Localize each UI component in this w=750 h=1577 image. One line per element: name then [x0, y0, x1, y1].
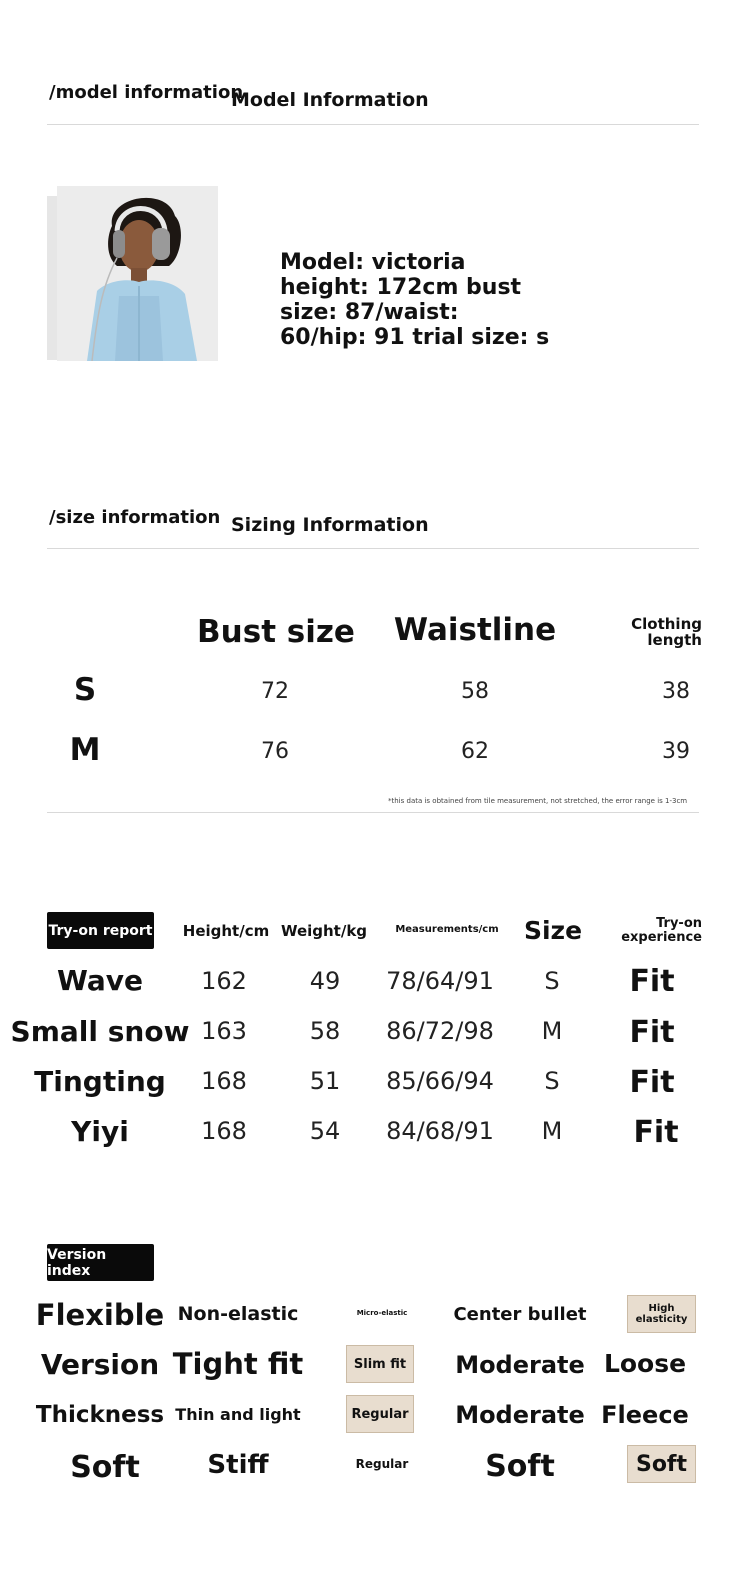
tryon-name: Small snow: [10, 1015, 190, 1048]
vi-row-label: Soft: [70, 1450, 140, 1485]
size-cell: 58: [461, 679, 489, 704]
header-length-line: Clothing: [631, 615, 702, 633]
tryon-height: 163: [201, 1017, 247, 1045]
tryon-weight: 54: [309, 1117, 341, 1145]
vi-tag-line: elasticity: [635, 1314, 688, 1325]
model-section-divider: [47, 124, 699, 125]
vi-tag-line: High: [648, 1303, 675, 1314]
tryon-fit: Fit: [629, 1015, 675, 1050]
measurement-note: *this data is obtained from tile measurement, not stretched, the error range is 1-3cm: [388, 797, 688, 805]
tryon-fit: Fit: [633, 1115, 679, 1150]
vi-option: Center bullet: [453, 1304, 587, 1325]
size-cell: 76: [261, 739, 289, 764]
tryon-measurements: 86/72/98: [386, 1017, 494, 1045]
tryon-height: 168: [201, 1067, 247, 1095]
vi-option: Soft: [485, 1449, 555, 1484]
vi-selected-tag: [627, 1295, 696, 1333]
vi-row-label: Thickness: [35, 1402, 165, 1428]
vi-row-label: Version: [40, 1348, 160, 1381]
vi-option: Thin and light: [175, 1405, 301, 1424]
vi-option: Non-elastic: [177, 1303, 299, 1325]
vi-option: Tight fit: [172, 1347, 304, 1381]
header-length: [612, 616, 702, 648]
tryon-weight: 51: [309, 1067, 341, 1095]
size-table-divider: [47, 812, 699, 813]
tryon-name: Yiyi: [71, 1115, 129, 1148]
model-section-title: Model Information: [231, 89, 429, 111]
tryon-name: Tingting: [34, 1065, 166, 1098]
model-section-subtitle: /model information: [49, 82, 244, 103]
vi-selected-tag: Slim fit: [346, 1345, 414, 1383]
tryon-header-height: Height/cm: [182, 922, 270, 940]
header-waist: Waistline: [393, 612, 557, 648]
model-line: Model: victoria: [280, 250, 466, 275]
size-section-subtitle: /size information: [49, 507, 221, 528]
tryon-header-experience: [612, 917, 702, 945]
size-cell: 38: [662, 679, 690, 704]
vi-selected-tag: Soft: [627, 1445, 696, 1483]
vi-option: Moderate: [455, 1401, 585, 1429]
size-cell: 39: [662, 739, 690, 764]
vi-option: Moderate: [455, 1351, 585, 1379]
tryon-measurements: 85/66/94: [386, 1067, 494, 1095]
header-length-line: length: [647, 631, 702, 649]
tryon-size: M: [541, 1017, 563, 1045]
tryon-fit: Fit: [629, 1065, 675, 1100]
version-index-label: Version index: [47, 1244, 154, 1281]
size-cell: 62: [461, 739, 489, 764]
size-row-label: S: [73, 672, 97, 708]
tryon-header-size: Size: [523, 916, 583, 945]
model-line: 60/hip: 91 trial size: s: [280, 325, 550, 350]
tryon-measurements: 84/68/91: [386, 1117, 494, 1145]
tryon-measurements: 78/64/91: [386, 967, 494, 995]
vi-row-label: Flexible: [35, 1298, 165, 1332]
tryon-size: S: [544, 967, 560, 995]
model-line: size: 87/waist:: [280, 300, 459, 325]
size-cell: 72: [261, 679, 289, 704]
model-photo: [57, 186, 218, 361]
vi-selected-tag: Regular: [346, 1395, 414, 1433]
vi-option: Stiff: [207, 1450, 269, 1480]
tryon-weight: 49: [309, 967, 341, 995]
tryon-size: S: [544, 1067, 560, 1095]
model-line: height: 172cm bust: [280, 275, 522, 300]
header-bust: Bust size: [197, 614, 355, 650]
tryon-name: Wave: [56, 964, 144, 997]
model-figure-icon: [57, 186, 218, 361]
size-row-label: M: [69, 732, 101, 768]
vi-option: Loose: [603, 1349, 687, 1378]
tryon-height: 168: [201, 1117, 247, 1145]
size-section-divider: [47, 548, 699, 549]
tryon-height: 162: [201, 967, 247, 995]
tryon-header-experience-line: experience: [621, 930, 702, 945]
tryon-size: M: [541, 1117, 563, 1145]
tryon-header-experience-line: Try-on: [656, 916, 702, 931]
size-section-title: Sizing Information: [231, 514, 429, 536]
tryon-header-measurements: Measurements/cm: [395, 924, 499, 935]
vi-option: Fleece: [601, 1401, 689, 1429]
vi-option: Regular: [355, 1457, 409, 1471]
tryon-fit: Fit: [629, 964, 675, 999]
tryon-report-label: Try-on report: [47, 912, 154, 949]
tryon-header-weight: Weight/kg: [280, 922, 368, 940]
tryon-weight: 58: [309, 1017, 341, 1045]
vi-option: Micro-elastic: [356, 1309, 408, 1317]
model-details: [280, 250, 580, 350]
